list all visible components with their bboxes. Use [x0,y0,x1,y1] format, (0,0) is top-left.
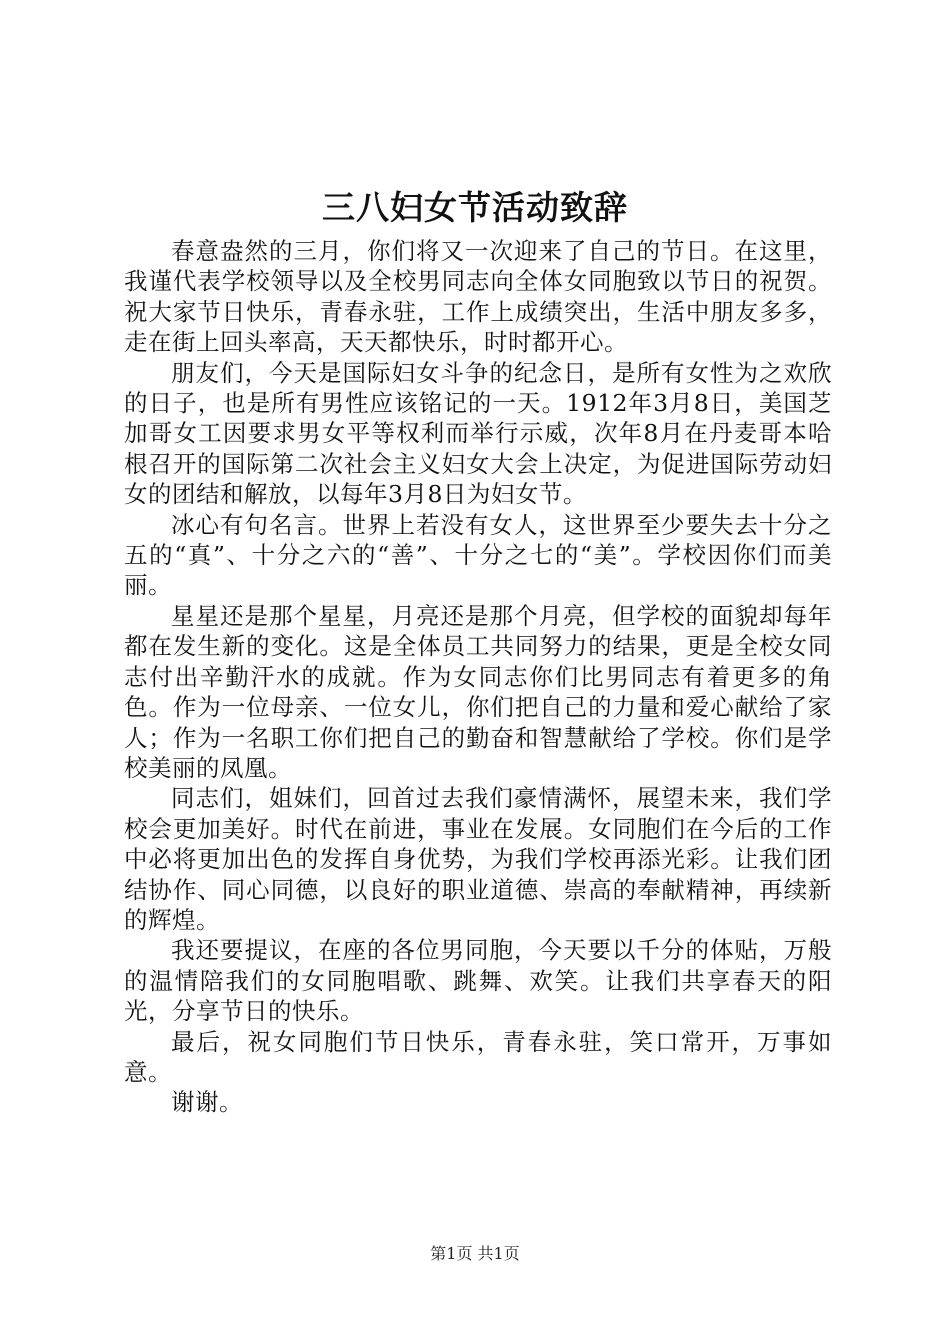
paragraph-6: 我还要提议，在座的各位男同胞，今天要以千分的体贴，万般的温情陪我们的女同胞唱歌、跳舞、欢笑。让我们共享春天的阳光，分享节日的快乐。 [124,936,832,1026]
document-title: 三八妇女节活动致辞 [322,188,628,227]
paragraph-2: 朋友们，今天是国际妇女斗争的纪念日，是所有女性为之欢欣的日子，也是所有男性应该铭记的一天。1912年3月8日，美国芝加哥女工因要求男女平等权利而举行示威，次年8月在丹麦哥本哈根召开的国际第二次社会主义妇女大会上决定，为促进国际劳动妇女的团结和解放，以每年3月8日为妇女节。 [124,358,832,509]
document-body [124,236,832,1118]
paragraph-8: 谢谢。 [171,1088,243,1117]
paragraph-5: 同志们，姐妹们，回首过去我们豪情满怀，展望未来，我们学校会更加美好。时代在前进，事业在发展。女同胞们在今后的工作中必将更加出色的发挥自身优势，为我们学校再添光彩。让我们团结协作、同心同德，以良好的职业道德、崇高的奉献精神，再续新的辉煌。 [124,784,832,934]
paragraph-7: 最后，祝女同胞们节日快乐，青春永驻，笑口常开，万事如意。 [124,1027,832,1086]
page-footer: 第1页 共1页 [430,1244,520,1263]
paragraph-4: 星星还是那个星星，月亮还是那个月亮，但学校的面貌却每年都在发生新的变化。这是全体员工共同努力的结果，更是全校女同志付出辛勤汗水的成就。作为女同志你们比男同志有着更多的角色。作为一位母亲、一位女儿，你们把自己的力量和爱心献给了家人；作为一名职工你们把自己的勤奋和智慧献给了学校。你们是学校美丽的凤凰。 [124,601,832,782]
paragraph-3: 冰心有句名言。世界上若没有女人，这世界至少要失去十分之五的“真”、十分之六的“善”、十分之七的“美”。学校因你们而美丽。 [124,510,832,600]
paragraph-1: 春意盎然的三月，你们将又一次迎来了自己的节日。在这里，我谨代表学校领导以及全校男同志向全体女同胞致以节日的祝贺。祝大家节日快乐，青春永驻，工作上成绩突出，生活中朋友多多，走在街上回头率高，天天都快乐，时时都开心。 [124,237,832,357]
